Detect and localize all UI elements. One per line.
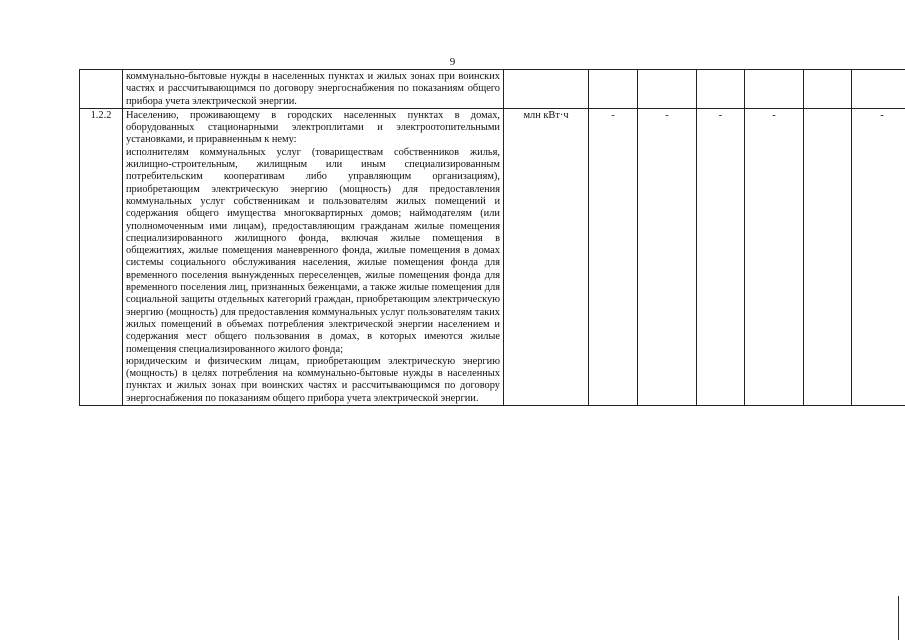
description-paragraph: юридическим и физическим лицам, приобретающим электрическую энергию (мощность) в целях потребления на коммунально-бытовые нужды в населенных пунктах и жилых зонах при воинских частях и рассчитывающимся по договору энергоснабжения по показаниям общего прибора учета электрической энергии. [126, 355, 500, 404]
value-cell [697, 70, 745, 109]
value-cell [589, 70, 638, 109]
value-cell: - [745, 108, 804, 405]
table-row-continuation [80, 70, 905, 109]
value-cell: - [852, 108, 905, 405]
table-row-1-2-2 [80, 108, 905, 405]
description-paragraph: Населению, проживающему в городских населенных пунктах в домах, оборудованных стационарными электроплитами и электроотопительными установками, и приравненным к нему: [126, 109, 500, 146]
value-cell [745, 70, 804, 109]
value-cell [852, 70, 905, 109]
row-number [80, 70, 123, 109]
tariff-table [79, 69, 905, 406]
value-cell: - [589, 108, 638, 405]
page-edge-rule [898, 596, 899, 640]
row-description: коммунально-бытовые нужды в населенных пунктах и жилых зонах при воинских частях и рассчитывающимся по договору энергоснабжения по показаниям общего прибора учета электрической энергии. [123, 70, 504, 109]
value-cell [638, 70, 697, 109]
value-cell [804, 108, 852, 405]
value-cell [804, 70, 852, 109]
value-cell: - [697, 108, 745, 405]
description-paragraph: исполнителям коммунальных услуг (товариществам собственников жилья, жилищно-строительным, жилищным или иным специализированным потребительским кооперативам либо управляющим организациям), приобретающим электрическую энергию (мощность) для предоставления коммунальных услуг собственникам и пользователям жилых помещений и содержания общего имущества многоквартирных домов; наймодателям (или уполномоченным ими лицам), предоставляющим гражданам жилые помещения специализированного жилищного фонда, включая жилые помещения в общежитиях, жилые помещения маневренного фонда, жилые помещения в домах системы социального обслуживания населения, жилые помещения фонда для временного поселения вынужденных переселенцев, жилые помещения фонда для временного поселения лиц, признанных беженцами, а также жилые помещения для социальной защиты отдельных категорий граждан, приобретающим электрическую энергию (мощность) для предоставления коммунальных услуг пользователям таких жилых помещений в объемах потребления электрической энергии населением и содержания мест общего пользования в домах, в которых имеются жилые помещения специализированного жилого фонда; [126, 146, 500, 355]
unit-cell [504, 70, 589, 109]
value-cell: - [638, 108, 697, 405]
row-description [123, 108, 504, 405]
unit-cell: млн кВт·ч [504, 108, 589, 405]
row-number: 1.2.2 [80, 108, 123, 405]
page-number: 9 [449, 56, 456, 68]
